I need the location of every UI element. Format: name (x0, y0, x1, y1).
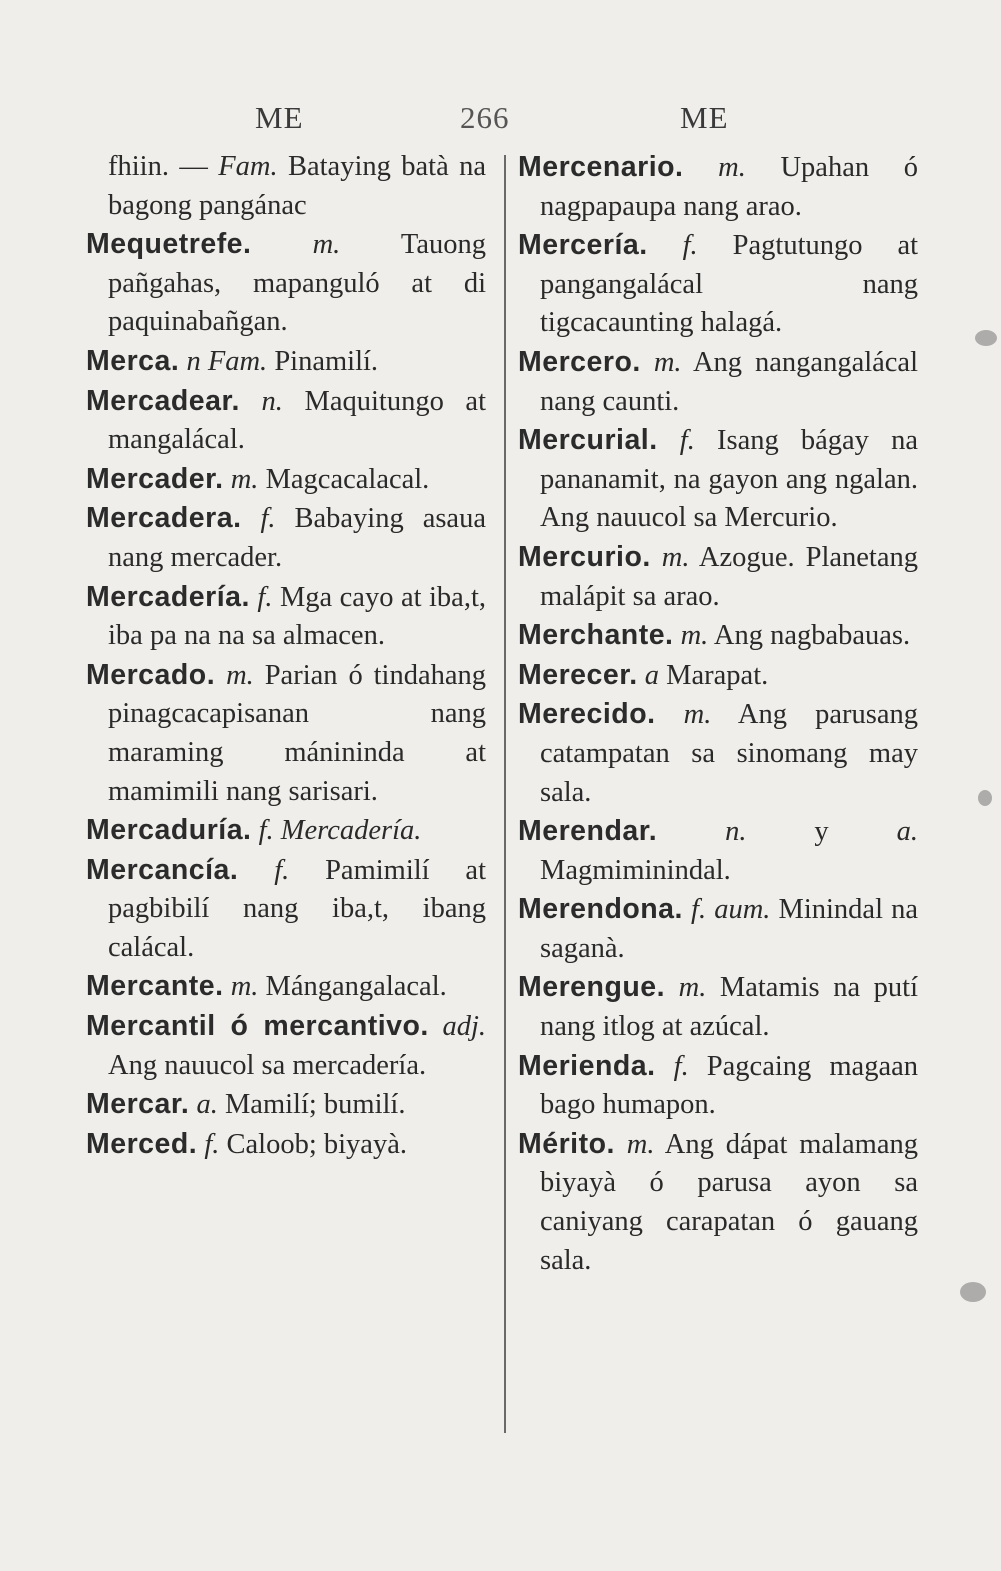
entry-definition: Ang nagbabauas. (708, 620, 911, 652)
entry-cross-reference: Mercadería. (280, 815, 422, 847)
entry-definition: Upahan ó nagpapaupa nang arao. (540, 152, 918, 222)
dictionary-entry (86, 382, 486, 460)
entry-headword: Mercenario. (518, 151, 684, 183)
entry-definition-continued: Bataying batà na bagong pangánac (108, 151, 486, 221)
entry-grammar-label: f. (258, 815, 274, 847)
entry-grammar-label: m. (683, 699, 712, 731)
entry-grammar-label: n (186, 345, 201, 377)
dictionary-entry (86, 1085, 486, 1125)
entry-headword: Mercaduría. (86, 814, 252, 847)
dictionary-entry (518, 968, 918, 1046)
entry-definition: Babaying asaua nang mercader. (108, 503, 486, 573)
left-column (86, 148, 486, 1164)
entry-definition: fhiin. — (108, 151, 219, 182)
entry-headword: Mequetrefe. (86, 228, 252, 261)
entry-grammar-label: m. (312, 229, 341, 261)
dictionary-entry (518, 656, 918, 696)
entry-definition: Marapat. (659, 659, 769, 691)
entry-definition: Azogue. Planetang malápit sa arao. (540, 541, 919, 612)
entry-headword: Mercurio. (518, 540, 651, 573)
entry-headword: Merendona. (518, 893, 683, 926)
ink-smudge-mark (978, 790, 992, 806)
dictionary-entry (518, 616, 918, 656)
entry-grammar-label: f. aum. (691, 894, 771, 926)
dictionary-entry (518, 421, 918, 538)
entry-headword: Mercería. (518, 229, 648, 262)
entry-definition: Pagcaing magaan bago humapon. (540, 1050, 918, 1121)
entry-definition: Mamilí; bumilí. (217, 1089, 406, 1121)
ink-smudge-mark (975, 330, 997, 346)
dictionary-entry (86, 851, 486, 968)
entry-grammar-label: f. (679, 425, 695, 457)
entry-headword: Merienda. (518, 1049, 656, 1082)
dictionary-entry (86, 1007, 486, 1085)
entry-definition: Pagtutungo at pangangalácal nang tigcacaunting halagá. (540, 230, 919, 339)
entry-grammar-label: m. (230, 463, 259, 495)
entry-definition: Minindal na saganà. (540, 894, 919, 964)
dictionary-entry (86, 148, 486, 225)
entry-definition: Ang dápat malamang biyayà ó parusa ayon sa caniyang carapatan ó gauang sala. (540, 1128, 918, 1276)
entry-definition: Caloob; biyayà. (219, 1128, 407, 1160)
entry-grammar-label: a (644, 659, 660, 691)
ink-smudge-mark (960, 1282, 986, 1302)
dictionary-entry (86, 342, 486, 382)
dictionary-entry (518, 226, 918, 343)
entry-headword: Mercader. (86, 462, 224, 495)
dictionary-entry (518, 148, 918, 226)
entry-grammar-label: m. (653, 346, 682, 378)
entry-headword: Merecer. (518, 658, 638, 691)
entry-grammar-label: n. (725, 816, 747, 848)
entry-definition: Isang bágay na pananamit, na gayon ang ngalan. Ang nauucol sa Mercurio. (540, 425, 918, 534)
dictionary-entry (518, 812, 918, 890)
entry-headword: Merendar. (518, 815, 658, 848)
entry-definition (274, 815, 281, 846)
entry-headword: Merecido. (518, 698, 656, 731)
entry-grammar-label: m. (230, 971, 259, 1003)
entry-definition: Tauong pañgahas, mapanguló at di paquinabañgan. (108, 229, 486, 338)
dictionary-entry (86, 656, 486, 811)
entry-grammar-label: m. (661, 541, 690, 573)
dictionary-entry (518, 538, 918, 616)
right-column (518, 148, 918, 1280)
dictionary-entry (86, 460, 486, 500)
entry-grammar-label: f. (204, 1128, 220, 1160)
entry-cross-reference: Fam. (218, 151, 278, 182)
entry-definition-continued: Pinamilí. (267, 345, 379, 377)
dictionary-entry (518, 695, 918, 812)
entry-headword: Mercero. (518, 345, 641, 378)
entry-headword: Mercadear. (86, 384, 240, 417)
entry-definition: Mga cayo at iba,t, iba pa na na sa almacen. (108, 581, 486, 652)
entry-grammar-label: adj. (442, 1011, 487, 1043)
entry-grammar-label: m. (718, 152, 746, 183)
entry-definition: Ang nauucol sa mercadería. (108, 1049, 427, 1081)
entry-headword: Mérito. (518, 1127, 615, 1160)
entry-headword: Mercancía. (86, 853, 239, 886)
entry-headword: Merca. (86, 344, 180, 377)
entry-grammar-label: f. (682, 230, 698, 262)
entry-headword: Mercadería. (86, 580, 250, 613)
column-divider (504, 155, 506, 1433)
entry-definition: Mángangalacal. (258, 971, 447, 1003)
entry-definition: Matamis na putí nang itlog at azúcal. (540, 972, 918, 1043)
running-header (0, 100, 1001, 150)
dictionary-entry (518, 890, 918, 968)
entry-grammar-label: f. (274, 854, 290, 886)
entry-headword: Mercado. (86, 658, 216, 691)
entry-definition: Pamimilí at pagbibilí nang iba,t, ibang calácal. (108, 854, 486, 963)
header-right-guide: ME (680, 100, 729, 135)
entry-grammar-label: m. (680, 620, 709, 652)
entry-definition: Maquitungo at mangalácal. (108, 385, 486, 456)
entry-headword: Mercadera. (86, 502, 242, 535)
dictionary-entry (86, 1125, 486, 1165)
entry-definition: Parian ó tindahang pinagcacapisanan nang maraming mánininda at mamimili nang sarisari. (108, 659, 487, 807)
page-number: 266 (460, 100, 510, 135)
dictionary-entry (518, 1125, 918, 1280)
entry-definition: y (746, 816, 897, 848)
entry-headword: Mercantil ó mercantivo. (86, 1010, 429, 1043)
entry-grammar-label: m. (678, 972, 707, 1004)
entry-headword: Merchante. (518, 619, 674, 652)
dictionary-entry (86, 811, 486, 851)
entry-grammar-label: f. (673, 1050, 689, 1082)
header-left-guide: ME (255, 100, 304, 135)
entry-headword: Mercurial. (518, 424, 658, 457)
entry-headword: Merengue. (518, 971, 666, 1004)
dictionary-entry (518, 343, 918, 421)
entry-definition-continued: Magmiminindal. (540, 854, 731, 886)
dictionary-entry (86, 967, 486, 1007)
dictionary-entry (518, 1047, 918, 1125)
entry-definition: Ang parusang catampatan sa sinomang may sala. (540, 699, 919, 808)
entry-cross-reference: Fam. (207, 345, 268, 377)
entry-definition: Magcacalacal. (258, 463, 430, 495)
entry-grammar-label: a. (196, 1089, 218, 1121)
entry-grammar-label: f. (257, 581, 273, 613)
dictionary-entry (86, 578, 486, 656)
entry-headword: Mercante. (86, 970, 224, 1003)
dictionary-entry (86, 499, 486, 577)
entry-definition: Ang nangangalácal nang caunti. (540, 346, 919, 417)
entry-grammar-label: m. (626, 1128, 655, 1160)
entry-headword: Merced. (86, 1127, 198, 1160)
entry-grammar-label: f. (260, 503, 276, 535)
entry-grammar-label: m. (226, 659, 254, 691)
entry-grammar-label: n. (261, 385, 283, 417)
entry-headword: Mercar. (86, 1088, 190, 1121)
dictionary-entry (86, 225, 486, 342)
entry-cross-reference: a. (896, 816, 918, 848)
entry-definition (201, 346, 208, 377)
